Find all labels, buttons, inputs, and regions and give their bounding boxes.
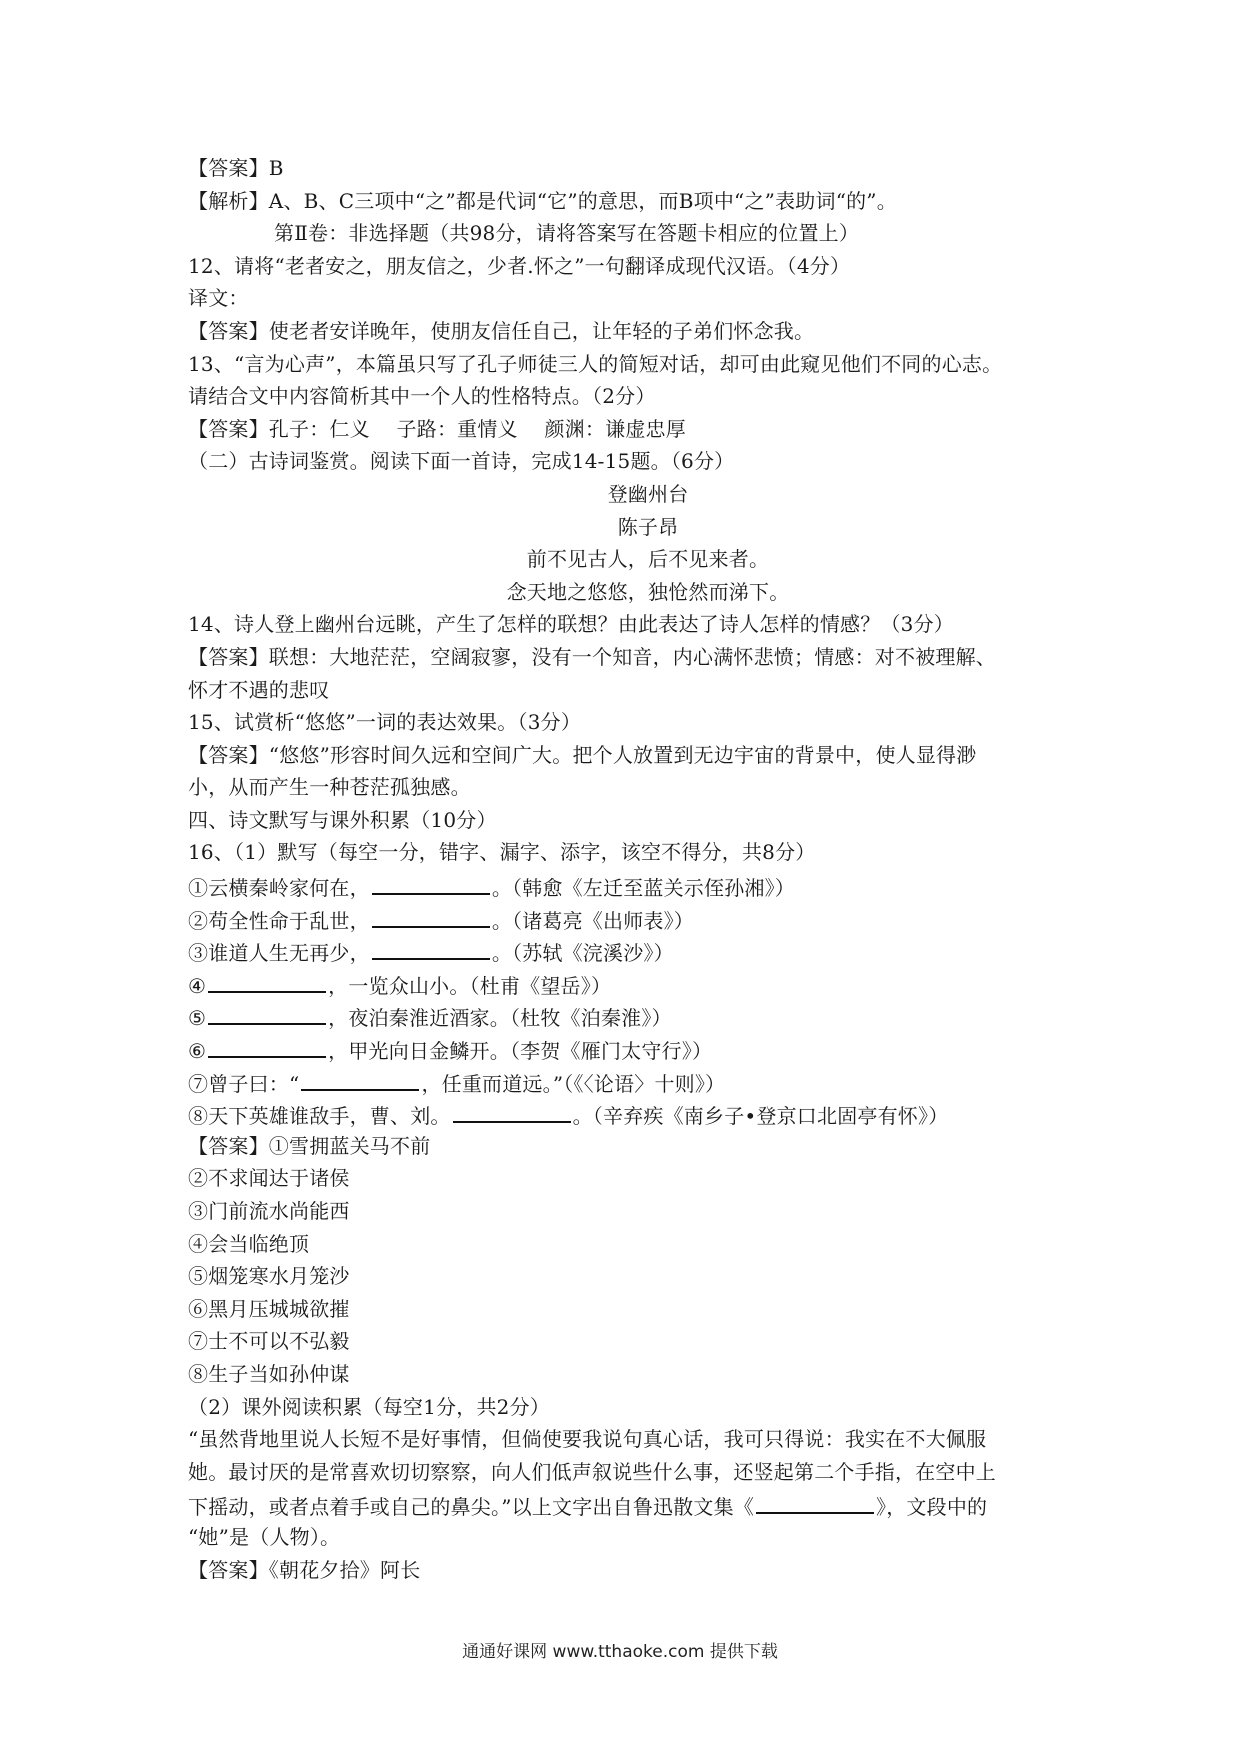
fill-blank-3 — [372, 934, 490, 960]
passage-line-2: 她。最讨厌的是常喜欢切切察察，向人们低声叙说些什么事，还竖起第二个手指，在空中上 — [188, 1459, 996, 1484]
fill-blank-4 — [208, 967, 326, 993]
passage-line-4: “她”是（人物）。 — [188, 1524, 341, 1549]
answer-16-2-final: 【答案】《朝花夕拾》阿长 — [188, 1557, 421, 1582]
answer-14-line-1: 【答案】联想：大地茫茫，空阔寂寥，没有一个知音，内心满怀悲愤；情感：对不被理解、 — [188, 644, 996, 669]
fill-item-2 — [188, 902, 1068, 935]
fill-item-2-pre: ②苟全性命于乱世， — [188, 908, 370, 933]
answer-16-3: ③门前流水尚能西 — [188, 1199, 350, 1223]
section-4-heading: 四、诗文默写与课外积累（10分） — [188, 807, 497, 832]
book-title-blank — [756, 1488, 874, 1514]
fill-item-5-post: ，夜泊秦淮近酒家。（杜牧《泊秦淮》） — [328, 1006, 672, 1031]
question-12: 12、请将“老者安之，朋友信之，少者.怀之”一句翻译成现代汉语。（4分） — [188, 253, 851, 278]
answer-16-5: ⑤烟笼寒水月笼沙 — [188, 1264, 350, 1289]
passage-line-3 — [188, 1488, 1068, 1521]
footer-text: 通通好课网 www.tthaoke.com 提供下载 — [462, 1642, 778, 1662]
passage-line-3-post: 》，文段中的 — [876, 1495, 988, 1520]
question-14: 14、诗人登上幽州台远眺，产生了怎样的联想？由此表达了诗人怎样的情感？（3分） — [188, 612, 954, 637]
fill-item-1 — [188, 869, 1068, 902]
fill-item-5-pre: ⑤ — [188, 1006, 207, 1031]
fill-blank-2 — [372, 902, 490, 928]
fill-item-4-pre: ④ — [188, 973, 207, 998]
explanation-11: 【解析】A、B、C三项中“之”都是代词“它”的意思，而B项中“之”表助词“的”。 — [188, 188, 897, 213]
fill-item-1-post: 。（韩愈《左迁至蓝关示侄孙湘》） — [491, 876, 796, 901]
poem-author: 陈子昂 — [617, 514, 679, 539]
passage-line-3-pre: 下摇动，或者点着手或自己的鼻尖。”以上文字出自鲁迅散文集《 — [188, 1495, 755, 1520]
answer-16-2: ②不求闻达于诸侯 — [188, 1166, 350, 1191]
fill-item-3 — [188, 934, 1068, 967]
fill-item-7-post: ，任重而道远。”（《〈论语〉十则》） — [421, 1071, 726, 1096]
answer-14-line-2: 怀才不遇的悲叹 — [188, 677, 330, 702]
answer-16-6: ⑥黑月压城城欲摧 — [188, 1296, 350, 1321]
part-2-heading: 第Ⅱ卷：非选择题（共98分，请将答案写在答题卡相应的位置上） — [274, 221, 860, 246]
answer-15-line-2: 小，从而产生一种苍茫孤独感。 — [188, 775, 471, 800]
fill-item-1-pre: ①云横秦岭家何在， — [188, 876, 370, 901]
poem-title: 登幽州台 — [607, 481, 689, 506]
fill-blank-7 — [301, 1065, 419, 1091]
fill-item-7-pre: ⑦曾子曰：“ — [188, 1071, 300, 1096]
fill-item-8 — [188, 1097, 1068, 1130]
question-13-line-2: 请结合文中内容简析其中一个人的性格特点。（2分） — [188, 384, 656, 409]
answer-16-7: ⑦士不可以不弘毅 — [188, 1329, 350, 1354]
fill-item-6 — [188, 1032, 1068, 1065]
fill-blank-8 — [453, 1097, 571, 1123]
fill-item-4-post: ，一览众山小。（杜甫《望岳》） — [328, 973, 612, 998]
question-16-1: 16、（1）默写（每空一分，错字、漏字、添字，该空不得分，共8分） — [188, 840, 816, 865]
fill-item-5 — [188, 999, 1068, 1032]
question-16-2: （2）课外阅读积累（每空1分，共2分） — [188, 1394, 550, 1419]
fill-blank-6 — [208, 1032, 326, 1058]
answer-13: 【答案】孔子：仁义 子路：重情义 颜渊：谦虚忠厚 — [188, 416, 686, 441]
fill-item-3-post: 。（苏轼《浣溪沙》） — [491, 941, 674, 966]
section-2-heading: （二）古诗词鉴赏。阅读下面一首诗，完成14-15题。（6分） — [188, 449, 735, 474]
answer-16-8: ⑧生子当如孙仲谋 — [188, 1361, 350, 1386]
fill-item-3-pre: ③谁道人生无再少， — [188, 941, 370, 966]
fill-item-6-pre: ⑥ — [188, 1039, 207, 1064]
fill-item-7 — [188, 1065, 1068, 1098]
answer-11: 【答案】B — [188, 156, 284, 180]
page-content — [188, 152, 1068, 1586]
answer-16-1: 【答案】①雪拥蓝关马不前 — [188, 1133, 431, 1158]
question-15: 15、试赏析“悠悠”一词的表达效果。（3分） — [188, 710, 582, 735]
answer-15-line-1: 【答案】“悠悠”形容时间久远和空间广大。把个人放置到无边宇宙的背景中，使人显得渺 — [188, 742, 977, 767]
fill-item-8-post: 。（辛弃疾《南乡子•登京口北固亭有怀》） — [572, 1104, 949, 1129]
answer-12: 【答案】使老者安详晚年，使朋友信任自己，让年轻的子弟们怀念我。 — [188, 318, 815, 343]
answer-16-4: ④会当临绝顶 — [188, 1231, 310, 1256]
fill-item-6-post: ，甲光向日金鳞开。（李贺《雁门太守行》） — [328, 1039, 713, 1064]
poem-line-1: 前不见古人，后不见来者。 — [526, 547, 770, 572]
passage-line-1: “虽然背地里说人长短不是好事情，但倘使要我说句真心话，我可只得说：我实在不大佩服 — [188, 1427, 987, 1452]
fill-item-8-pre: ⑧天下英雄谁敌手，曹、刘。 — [188, 1104, 451, 1129]
fill-blank-1 — [372, 869, 490, 895]
fill-item-4 — [188, 967, 1068, 1000]
fill-item-2-post: 。（诸葛亮《出师表》） — [491, 908, 695, 933]
translation-label: 译文： — [188, 286, 249, 311]
poem-line-2: 念天地之悠悠，独怆然而涕下。 — [506, 579, 790, 604]
fill-blank-5 — [208, 999, 326, 1025]
question-13-line-1: 13、“言为心声”，本篇虽只写了孔子师徒三人的简短对话，却可由此窥见他们不同的心志。 — [188, 351, 1003, 376]
